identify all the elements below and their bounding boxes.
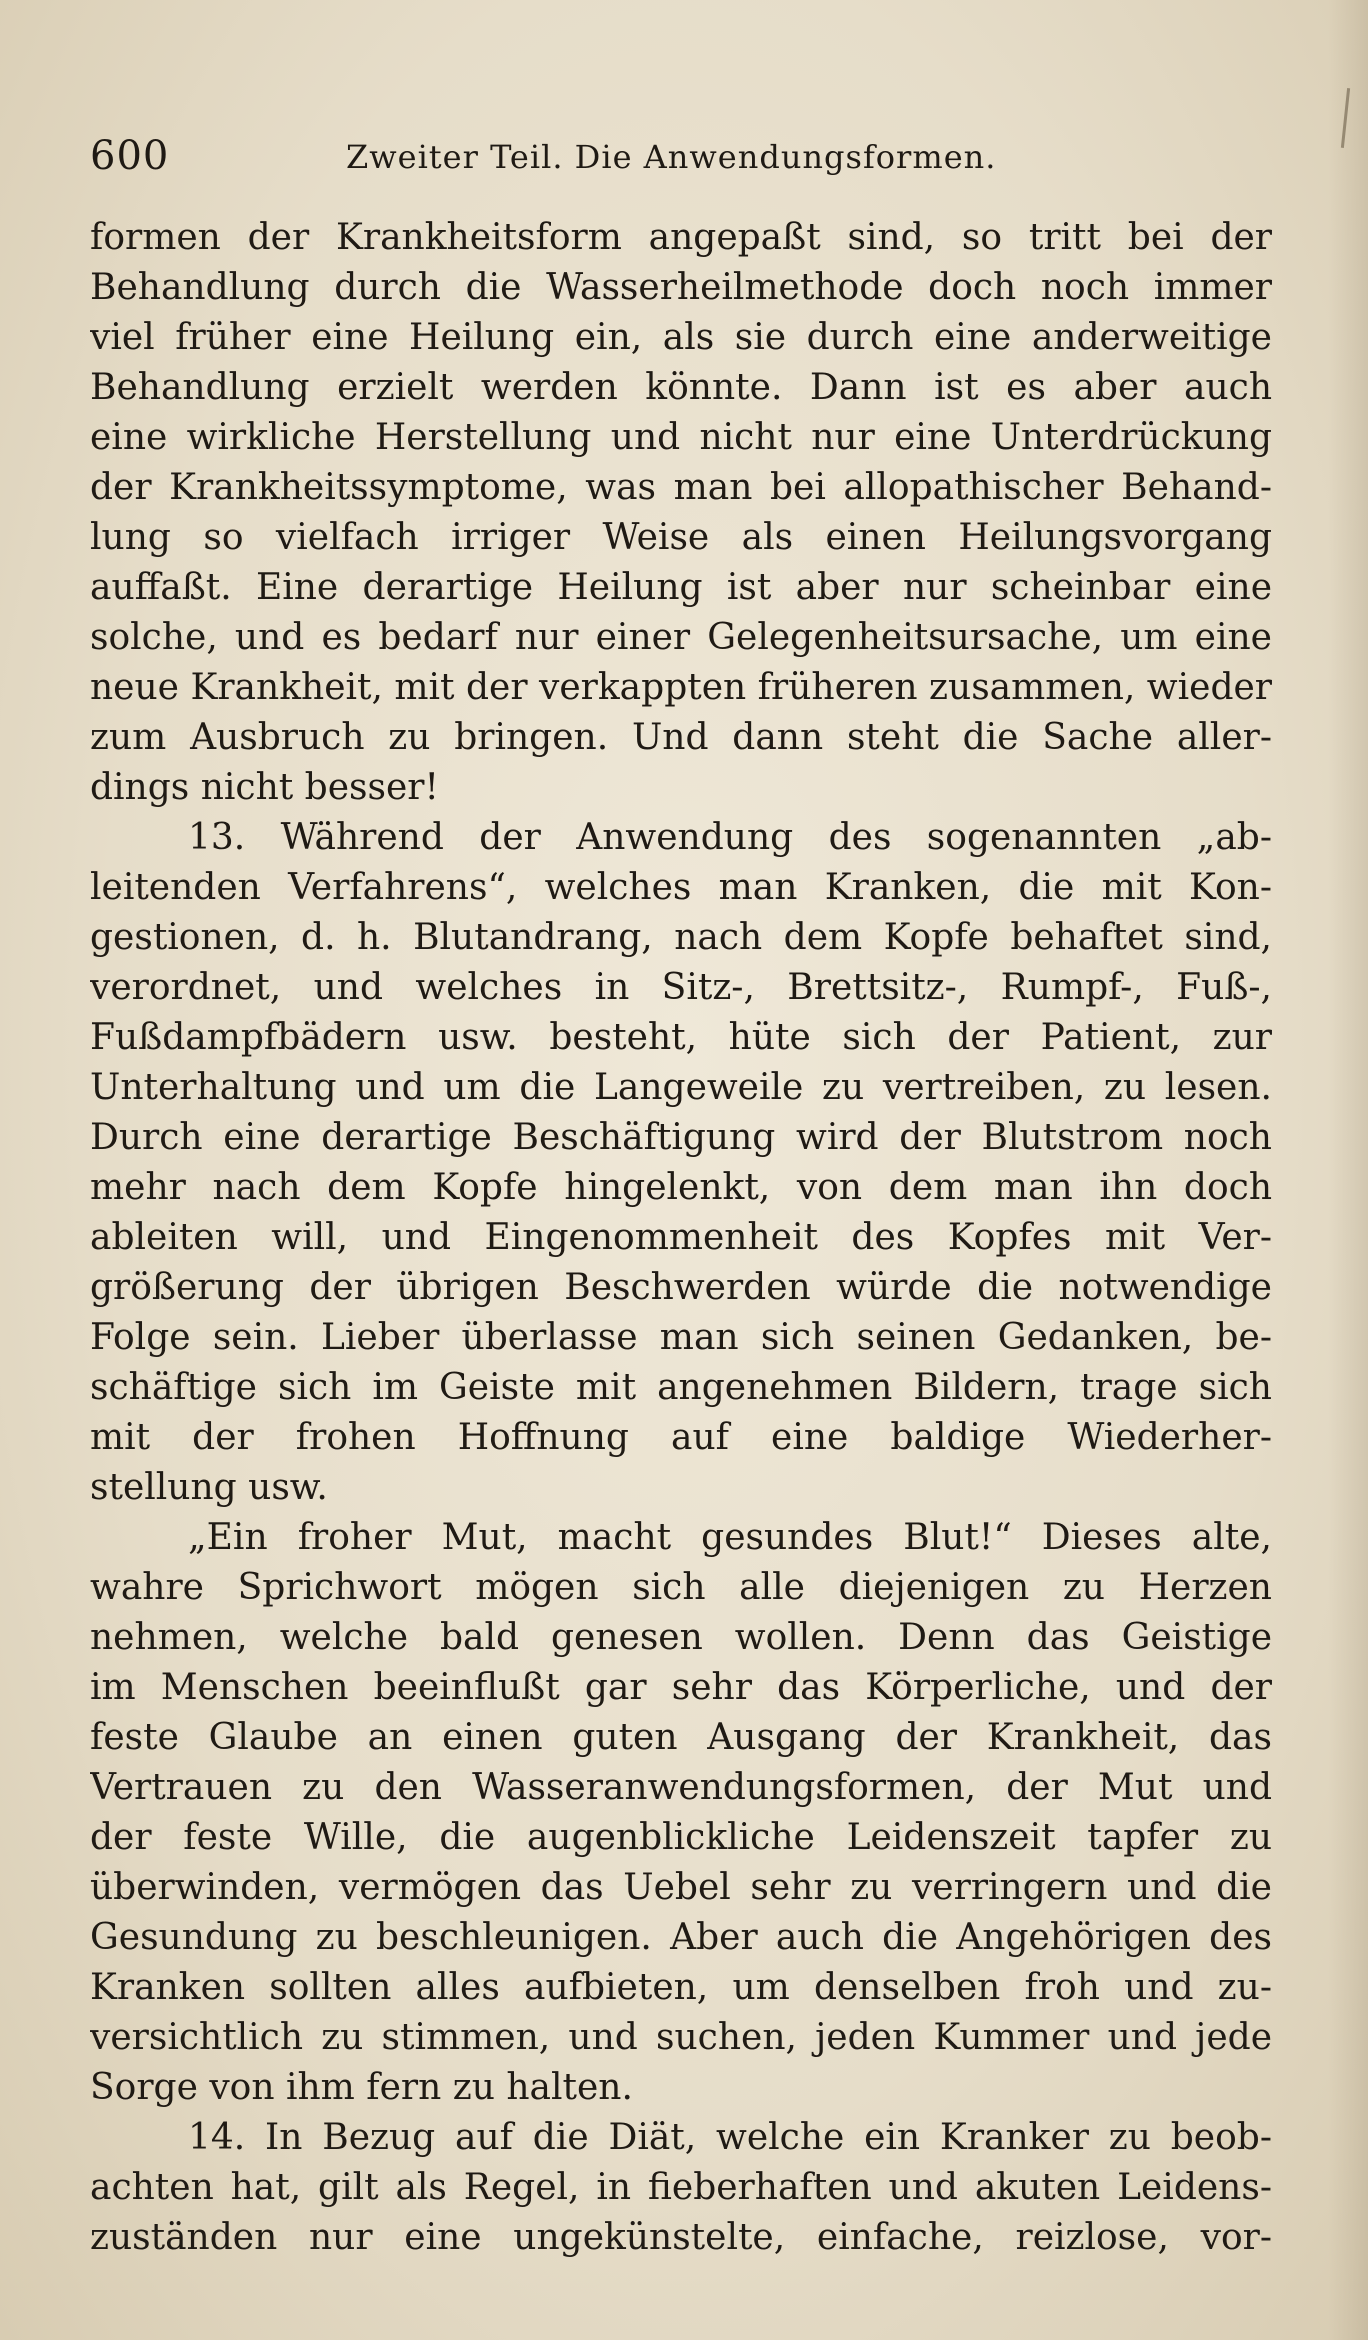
- text-line: der Krankheitssymptome, was man bei allopathischer Behand-: [90, 467, 1272, 508]
- running-head: Zweiter Teil. Die Anwendungsformen.: [346, 138, 997, 176]
- text-line: verordnet, und welches in Sitz-, Brettsitz-, Rumpf-, Fuß-,: [90, 967, 1272, 1008]
- page-header: [90, 128, 1270, 188]
- section-14-start-line: 14. In Bezug auf die Diät, welche ein Kranker zu beob-: [188, 2117, 1272, 2158]
- page-number: 600: [90, 133, 170, 179]
- text-line: schäftige sich im Geiste mit angenehmen Bildern, trage sich: [90, 1367, 1272, 1408]
- text-line: neue Krankheit, mit der verkappten früheren zusammen, wieder: [90, 667, 1272, 708]
- body-text: [90, 213, 1272, 2263]
- text-line: Fußdampfbädern usw. besteht, hüte sich der Patient, zur: [90, 1017, 1272, 1058]
- text-line: achten hat, gilt als Regel, in fieberhaften und akuten Leidens-: [90, 2167, 1272, 2208]
- section-13-start-line: 13. Während der Anwendung des sogenannten „ab-: [188, 817, 1272, 858]
- paragraph-end-line: stellung usw.: [90, 1467, 328, 1508]
- text-line: versichtlich zu stimmen, und suchen, jeden Kummer und jede: [90, 2017, 1272, 2058]
- text-line: zum Ausbruch zu bringen. Und dann steht die Sache aller-: [90, 717, 1272, 758]
- text-line: Folge sein. Lieber überlasse man sich seinen Gedanken, be-: [90, 1317, 1272, 1358]
- text-line: zuständen nur eine ungekünstelte, einfache, reizlose, vor-: [90, 2217, 1272, 2258]
- paragraph-end-line: dings nicht besser!: [90, 767, 439, 808]
- text-line: feste Glaube an einen guten Ausgang der Krankheit, das: [90, 1717, 1272, 1758]
- text-line: im Menschen beeinflußt gar sehr das Körperliche, und der: [90, 1667, 1272, 1708]
- text-line: lung so vielfach irriger Weise als einen Heilungsvorgang: [90, 517, 1272, 558]
- text-line: solche, und es bedarf nur einer Gelegenheitsursache, um eine: [90, 617, 1272, 658]
- text-line: Gesundung zu beschleunigen. Aber auch die Angehörigen des: [90, 1917, 1272, 1958]
- text-line: auffaßt. Eine derartige Heilung ist aber nur scheinbar eine: [90, 567, 1272, 608]
- page-edge-shadow: [1328, 0, 1368, 2340]
- text-line: mehr nach dem Kopfe hingelenkt, von dem man ihn doch: [90, 1167, 1272, 1208]
- text-line: eine wirkliche Herstellung und nicht nur eine Unterdrückung: [90, 417, 1272, 458]
- text-line: Kranken sollten alles aufbieten, um denselben froh und zu-: [90, 1967, 1272, 2008]
- text-line: Unterhaltung und um die Langeweile zu vertreiben, zu lesen.: [90, 1067, 1272, 1108]
- text-line: mit der frohen Hoffnung auf eine baldige Wiederher-: [90, 1417, 1272, 1458]
- text-line: Behandlung erzielt werden könnte. Dann ist es aber auch: [90, 367, 1272, 408]
- text-line: überwinden, vermögen das Uebel sehr zu verringern und die: [90, 1867, 1272, 1908]
- text-line: größerung der übrigen Beschwerden würde die notwendige: [90, 1267, 1272, 1308]
- text-line: der feste Wille, die augenblickliche Leidenszeit tapfer zu: [90, 1817, 1272, 1858]
- text-line: gestionen, d. h. Blutandrang, nach dem Kopfe behaftet sind,: [90, 917, 1272, 958]
- text-line: viel früher eine Heilung ein, als sie durch eine anderweitige: [90, 317, 1272, 358]
- text-line: Vertrauen zu den Wasseranwendungsformen, der Mut und: [90, 1767, 1272, 1808]
- text-line: Durch eine derartige Beschäftigung wird der Blutstrom noch: [90, 1117, 1272, 1158]
- paragraph-start-line: „Ein froher Mut, macht gesundes Blut!“ Dieses alte,: [188, 1517, 1272, 1558]
- text-line: Behandlung durch die Wasserheilmethode doch noch immer: [90, 267, 1272, 308]
- text-line: wahre Sprichwort mögen sich alle diejenigen zu Herzen: [90, 1567, 1272, 1608]
- paragraph-end-line: Sorge von ihm fern zu halten.: [90, 2067, 633, 2108]
- text-line: ableiten will, und Eingenommenheit des Kopfes mit Ver-: [90, 1217, 1272, 1258]
- text-line: nehmen, welche bald genesen wollen. Denn das Geistige: [90, 1617, 1272, 1658]
- text-line: formen der Krankheitsform angepaßt sind, so tritt bei der: [90, 217, 1272, 258]
- text-line: leitenden Verfahrens“, welches man Kranken, die mit Kon-: [90, 867, 1272, 908]
